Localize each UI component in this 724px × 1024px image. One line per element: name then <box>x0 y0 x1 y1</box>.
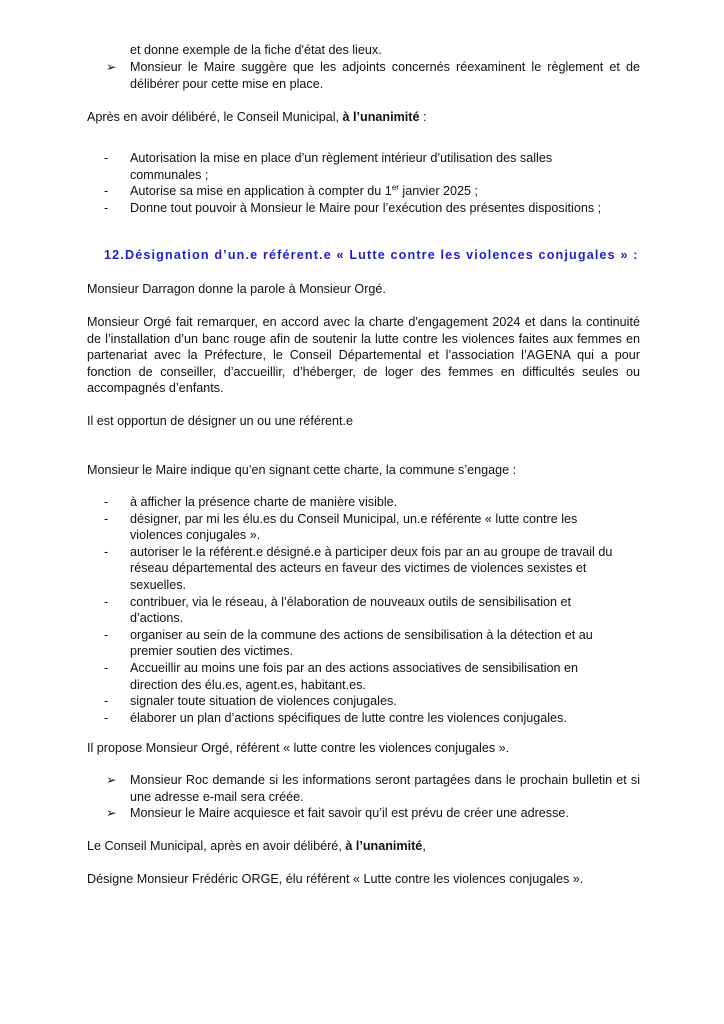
dash-bullet: - <box>104 200 109 215</box>
list-item: - Autorise sa mise en application à compter du 1er janvier 2025 ; <box>104 183 479 199</box>
list-item: - Autorisation la mise en place d’un règlement intérieur d’utilisation des salles communales ; <box>104 151 553 182</box>
remark-text: Monsieur le Maire suggère que les adjoints concernés réexaminent le règlement et de délibérer pour cette mise en place. <box>130 60 640 91</box>
unanimity-bold: à l’unanimité <box>342 110 420 124</box>
list-item: - Accueillir au moins une fois par an des actions associatives de sensibilisation en direction des élu.es, agent.es, habitant.es. <box>104 660 579 692</box>
list-item: - contribuer, via le réseau, à l’élaboration de nouveaux outils de sensibilisation et d’actions. <box>104 594 572 626</box>
paragraph: Il est opportun de désigner un ou une référent.e <box>87 414 354 428</box>
section-heading <box>104 247 664 264</box>
section-number: 12. <box>104 248 125 262</box>
list-item: - à afficher la présence charte de manière visible. <box>104 495 398 509</box>
dash-bullet: - <box>104 660 109 675</box>
list-item: - organiser au sein de la commune des actions de sensibilisation à la détection et au premier soutien des victimes. <box>104 627 593 659</box>
list-item: - désigner, par mi les élu.es du Conseil Municipal, un.e référente « lutte contre les violences conjugales ». <box>104 511 578 543</box>
section-title: Désignation d’un.e référent.e « Lutte contre les violences conjugales » : <box>124 248 639 262</box>
list-item: - signaler toute situation de violences conjugales. <box>104 694 397 709</box>
list-item: - Donne tout pouvoir à Monsieur le Maire pour l’exécution des présentes dispositions ; <box>104 200 602 215</box>
remark-item <box>106 772 640 805</box>
arrow-bullet-icon: ➢ <box>106 773 117 787</box>
remark-text: Monsieur le Maire acquiesce et fait savoir qu’il est prévu de créer une adresse. <box>130 806 569 820</box>
commitment-list <box>104 494 624 726</box>
arrow-bullet-icon: ➢ <box>106 60 117 74</box>
continuation-text: et donne exemple de la fiche d'état des lieux. <box>130 43 382 57</box>
designation-statement: Désigne Monsieur Frédéric ORGE, élu référent « Lutte contre les violences conjugales ». <box>87 872 584 886</box>
arrow-bullet-icon: ➢ <box>106 806 117 820</box>
remark-item <box>106 59 640 92</box>
unanimity-bold: à l’unanimité <box>345 839 423 853</box>
dash-bullet: - <box>104 627 109 642</box>
dash-bullet: - <box>104 184 109 199</box>
list-item: - autoriser le la référent.e désigné.e à participer deux fois par an au groupe de travail du réseau départemental des acteurs en faveur des victimes de violences sexistes et sexuelles. <box>104 544 613 592</box>
paragraph: Monsieur Orgé fait remarquer, en accord avec la charte d'engagement 2024 et dans la continuité de l’installation d’un banc rouge afin de soutenir la lutte contre les violences faites aux femmes en partenariat avec la Préfecture, le Conseil Départemental et l’association l’AGENA qui a pour fonction de conseiller, d’accueillir, d’héberger, de loger des femmes en difficultés seules ou accompagnés d’enfants. <box>87 315 640 396</box>
vote-statement: Après en avoir délibéré, le Conseil Municipal, à l’unanimité : <box>87 110 427 124</box>
dash-bullet: - <box>104 694 109 709</box>
dash-bullet: - <box>104 151 109 165</box>
vote-statement: Le Conseil Municipal, après en avoir délibéré, à l’unanimité, <box>87 839 426 853</box>
remark-text: Monsieur Roc demande si les informations seront partagées dans le prochain bulletin et si une adresse e-mail sera créée. <box>130 773 640 804</box>
remark-item <box>106 805 640 822</box>
paragraph: Il propose Monsieur Orgé, référent « lutte contre les violences conjugales ». <box>87 741 510 755</box>
paragraph: Monsieur le Maire indique qu’en signant cette charte, la commune s’engage : <box>87 463 517 477</box>
dash-bullet: - <box>104 710 109 725</box>
paragraph: Monsieur Darragon donne la parole à Monsieur Orgé. <box>87 282 386 296</box>
dash-bullet: - <box>104 495 109 509</box>
dash-bullet: - <box>104 594 109 609</box>
list-item: - élaborer un plan d’actions spécifiques de lutte contre les violences conjugales. <box>104 710 567 725</box>
decision-list <box>104 150 624 216</box>
dash-bullet: - <box>104 511 109 526</box>
dash-bullet: - <box>104 544 109 559</box>
